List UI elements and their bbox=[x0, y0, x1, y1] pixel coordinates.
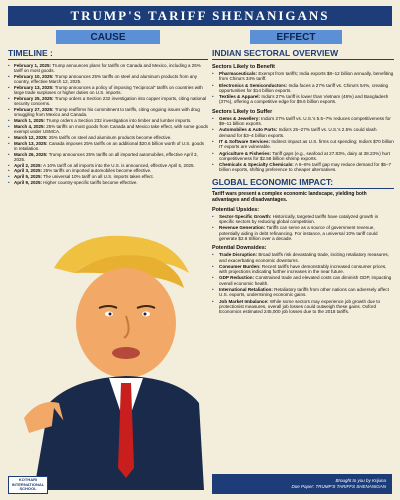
poster-title: TRUMP'S TARIFF SHENANIGANS bbox=[8, 6, 392, 26]
upside-item bbox=[212, 225, 394, 241]
timeline-item bbox=[8, 135, 208, 140]
timeline-item-label: February 10, 2025: bbox=[14, 74, 54, 79]
global-intro: Tariff wars present a complex economic landscape, yielding both advantages and disadvantages. bbox=[212, 190, 367, 203]
timeline-item bbox=[8, 118, 208, 123]
downside-item-text: Recent tariffs have demonstrably increased consumer prices, with projections indicating further increases in the near future. bbox=[219, 263, 387, 275]
suffer-item-text: A 6–8% tariff gap may reduce demand for $5–7 billion exports, shifting preference to cheaper alternatives. bbox=[219, 162, 392, 173]
timeline-title: TIMELINE : bbox=[8, 48, 208, 60]
upsides-title: Potential Upsides: bbox=[212, 206, 260, 213]
suffer-item bbox=[212, 139, 394, 150]
timeline-item-text: 25% tariffs on most goods from Canada and Mexico take effect, with some goods exempt under USMCA. bbox=[14, 123, 208, 134]
downsides-list bbox=[212, 252, 394, 314]
timeline-item bbox=[8, 168, 208, 173]
timeline-item-text: 25% tariffs on imported automobiles become effective. bbox=[43, 168, 152, 174]
downside-item-text: While some sectors may experience job growth due to protectionist measures, overall job losses could outweigh these gains. Oxford Economics estimated 245,000 job losses due to the 2018 tariffs. bbox=[219, 298, 381, 315]
timeline-item-label: February 13, 2025: bbox=[14, 85, 54, 90]
timeline-item bbox=[8, 152, 208, 162]
downside-item-text: Constrained trade and elevated costs can diminish GDP, impacting overall economic health. bbox=[219, 275, 392, 286]
timeline-item bbox=[8, 85, 208, 95]
timeline-item-label: April 2, 2025: bbox=[14, 162, 43, 168]
timeline-item-label: March 26, 2025: bbox=[14, 151, 48, 157]
trump-caricature-illustration bbox=[14, 228, 204, 490]
effect-section bbox=[212, 48, 394, 316]
suffer-item-label: Chemicals & Specialty Chemicals: bbox=[219, 162, 294, 168]
benefit-item bbox=[212, 83, 394, 94]
suffer-item-text: India's 27% tariff vs. U.S.'s 5.5–7% reduces competitiveness for $9–11 billion exports. bbox=[219, 115, 391, 127]
timeline-item-text: 25% tariffs on steel and aluminum products become effective. bbox=[48, 134, 172, 140]
timeline-item-label: April 5, 2025: bbox=[14, 174, 43, 180]
suffer-item-label: Agriculture & Fisheries: bbox=[219, 150, 272, 156]
upside-item-text: Historically, targeted tariffs have catalyzed growth in specific sectors by reducing global competition. bbox=[219, 213, 379, 225]
benefit-item-label: Pharmaceuticals: bbox=[219, 71, 258, 76]
global-title: GLOBAL ECONOMIC IMPACT: bbox=[212, 177, 394, 189]
footer-source: Doe Paper: TRUMP'S TARIFFS SHENANIGAN bbox=[291, 484, 386, 489]
timeline-item-text: Trump announces 25% tariffs on steel and aluminum products from any country, effective March 12, 2025. bbox=[14, 74, 198, 85]
upside-item-text: Tariffs can serve as a source of government revenue, potentially aiding in debt refinancing. For instance, a universal 10% tariff could generate $2.6 trillion over a decade. bbox=[219, 225, 378, 241]
suffer-item-label: Gems & Jewellery: bbox=[219, 115, 260, 121]
timeline-item-text: A 10% tariff on all imports into the U.S. is announced, effective April 5, 2025. bbox=[43, 162, 195, 168]
timeline-item bbox=[8, 180, 208, 185]
suffer-item bbox=[212, 127, 394, 138]
timeline-item-label: March 13, 2025: bbox=[14, 140, 48, 146]
downside-item-label: Consumer Burden: bbox=[219, 263, 261, 269]
timeline-item bbox=[8, 107, 208, 117]
benefit-item-text: India's 27% tariff is lower than Vietnam (46%) and Bangladesh (37%), offering a competitive edge for $9.6 billion exports. bbox=[219, 94, 389, 105]
downside-item-text: Broad tariffs risk devastating trade, inciting retaliatory measures, and exacerbating economic downturns. bbox=[219, 252, 389, 263]
timeline-item-label: April 3, 2025: bbox=[14, 168, 43, 174]
timeline-item-label: March 4, 2025: bbox=[14, 123, 46, 129]
timeline-item-text: Trump announces a policy of imposing "reciprocal" tariffs on countries with large trade surpluses or higher duties on U.S. imports. bbox=[14, 85, 203, 96]
suffer-item bbox=[212, 162, 394, 173]
timeline-item bbox=[8, 63, 208, 73]
timeline-item-label: March 1, 2025: bbox=[14, 118, 46, 123]
benefit-item bbox=[212, 71, 394, 82]
timeline-item-label: February 25, 2025: bbox=[14, 96, 54, 101]
benefit-item-label: Textiles & Apparel: bbox=[219, 94, 261, 100]
sectoral-title: INDIAN SECTORAL OVERVIEW bbox=[212, 48, 394, 60]
timeline-item bbox=[8, 74, 208, 84]
timeline-item bbox=[8, 174, 208, 179]
benefit-item-text: Exempt from tariffs; India exports $8–12 billion annually, benefiting from China's 34% tariff. bbox=[219, 71, 394, 82]
timeline-item-text: Trump orders a Section 232 investigation into timber and lumber imports. bbox=[46, 118, 192, 123]
downside-item-label: Trade Disruption: bbox=[219, 252, 258, 258]
downsides-title: Potential Downsides: bbox=[212, 245, 267, 252]
downside-item-text: Retaliatory tariffs from other nations can adversely affect U.S. exports, undermining economic gains. bbox=[219, 287, 389, 298]
downside-item bbox=[212, 287, 394, 298]
upside-item bbox=[212, 214, 394, 225]
benefit-title: Sectors Likely to Benefit bbox=[212, 64, 275, 70]
timeline-item-text: Higher country-specific tariffs become effective. bbox=[43, 179, 138, 185]
downside-item-label: International Retaliation: bbox=[219, 287, 273, 293]
timeline-item-label: April 9, 2025: bbox=[14, 179, 43, 185]
suffer-title: Sectors Likely to Suffer bbox=[212, 108, 273, 115]
timeline-item-text: Canada imposes 25% tariffs on an additional $20.6 billion worth of U.S. goods in retaliation. bbox=[14, 140, 205, 151]
timeline-item bbox=[8, 124, 208, 134]
downside-item bbox=[212, 275, 394, 286]
timeline-item bbox=[8, 96, 208, 106]
timeline-item bbox=[8, 163, 208, 168]
upside-item-label: Sector-Specific Growth: bbox=[219, 213, 272, 219]
suffer-item bbox=[212, 116, 394, 127]
suffer-item-label: Automobiles & Auto Parts: bbox=[219, 127, 278, 133]
suffer-list bbox=[212, 116, 394, 173]
downside-item bbox=[212, 252, 394, 263]
timeline-item-text: Trump reaffirms his commitment to tariffs, citing ongoing issues with drug smuggling from Mexico and Canada. bbox=[14, 107, 200, 118]
suffer-item-text: India's 25–27% tariff vs. U.S.'s 2.5% could slash demand for $3–4 billion exports. bbox=[219, 127, 377, 138]
suffer-item-label: IT & Software Services: bbox=[219, 138, 271, 144]
downside-item-label: GDP Reduction: bbox=[219, 275, 255, 281]
timeline-section bbox=[8, 48, 208, 186]
benefit-item bbox=[212, 94, 394, 105]
suffer-item-text: Indirect impact as U.S. firms cut spending; India's $70 billion IT exports are vulnerable. bbox=[219, 138, 394, 150]
effect-heading: EFFECT bbox=[250, 30, 342, 44]
benefit-list bbox=[212, 71, 394, 105]
downside-item bbox=[212, 299, 394, 315]
timeline-item-text: Trump announces plans for tariffs on Canada and Mexico, including a 25% tariff on most goods. bbox=[14, 63, 201, 74]
downside-item-label: Job Market Imbalance: bbox=[219, 298, 269, 304]
timeline-item-text: Trump announces 25% tariffs on all imported automobiles, effective April 3, 2025. bbox=[14, 151, 198, 162]
upside-item-label: Revenue Generation: bbox=[219, 225, 266, 231]
upsides-list bbox=[212, 214, 394, 241]
benefit-item-text: India faces a 27% tariff vs. China's 54%, creating opportunities for $14 billion exports. bbox=[219, 82, 389, 93]
timeline-item-text: Trump orders a Section 232 investigation into copper imports, citing national security concerns. bbox=[14, 96, 207, 107]
timeline-item-label: March 12, 2025: bbox=[14, 134, 48, 140]
cause-heading: CAUSE bbox=[56, 30, 160, 44]
suffer-item bbox=[212, 151, 394, 162]
suffer-item-text: Tariff gaps (e.g., seafood at 27.83%, dairy at 38.23%) hurt competitiveness for $2.58 billion shrimp exports. bbox=[219, 150, 390, 161]
timeline-item-label: February 27, 2025: bbox=[14, 107, 54, 112]
timeline-item bbox=[8, 141, 208, 151]
timeline-item-text: The universal 10% tariff on all U.S. imports takes effect. bbox=[43, 174, 154, 180]
benefit-item-label: Electronics & Semiconductors: bbox=[219, 82, 288, 88]
downside-item bbox=[212, 264, 394, 275]
footer-credit: Brought to you by Krijuna bbox=[335, 478, 386, 483]
timeline-item-label: February 1, 2025: bbox=[14, 63, 52, 68]
timeline-list bbox=[8, 63, 208, 185]
footer-credit-bar bbox=[212, 474, 392, 494]
school-logo: KOTHARI INTERNATIONAL SCHOOL bbox=[8, 476, 48, 494]
